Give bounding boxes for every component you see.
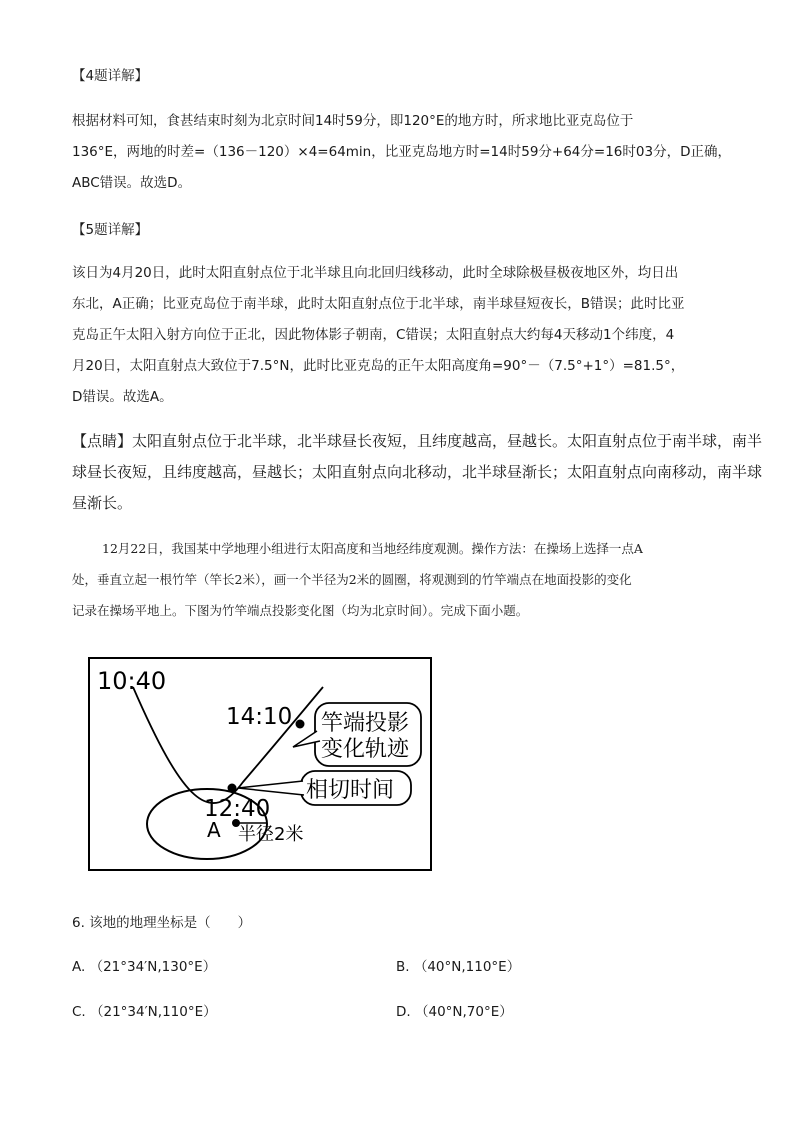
q5-line: 月20日，太阳直射点大致位于7.5°N，此时比亚克岛的正午太阳高度角=90°－（7.5°+1°）=81.5°， <box>72 358 685 374</box>
q4-line: ABC错误。故选D。 <box>72 175 192 191</box>
option-c[interactable]: C. （21°34′N,110°E） <box>72 1004 217 1020</box>
q5-explanation <box>72 258 685 413</box>
intro-line: 12月22日，我国某中学地理小组进行太阳高度和当地经纬度观测。操作方法：在操场上选择一点A <box>102 541 643 556</box>
q5-line: 该日为4月20日，此时太阳直射点位于北半球且向北回归线移动，此时全球除极昼极夜地区外，均日出 <box>72 265 679 281</box>
intro-line: 处，垂直立起一根竹竿（竿长2米），画一个半径为2米的圆圈，将观测到的竹竿端点在地面投影的变化 <box>72 572 632 587</box>
point-1410 <box>296 720 305 729</box>
tangent-point <box>228 784 237 793</box>
q5-line: 东北，A正确；比亚克岛位于南半球，此时太阳直射点位于北半球，南半球昼短夜长，B错误；此时比亚 <box>72 296 685 312</box>
tip-line: 球昼长夜短，且纬度越高，昼越长；太阳直射点向北移动，北半球昼渐长；太阳直射点向南移动，南半球 <box>72 463 763 481</box>
tip-line: 昼渐长。 <box>72 494 133 512</box>
q4-line: 136°E，两地的时差=（136－120）×4=64min，比亚克岛地方时=14时59分+64分=16时03分，D正确， <box>72 144 731 160</box>
q4-heading: 【4题详解】 <box>72 68 149 84</box>
label-time-end: 14:10 <box>226 704 293 730</box>
material-intro <box>72 533 643 626</box>
callout-tangent-text: 相切时间 <box>306 778 395 803</box>
label-time-tangent: 12:40 <box>204 796 271 822</box>
option-b[interactable]: B. （40°N,110°E） <box>396 959 521 975</box>
question-6-stem: 6. 该地的地理坐标是（ ） <box>72 915 252 931</box>
tip-line: 【点睛】太阳直射点位于北半球，北半球昼长夜短，且纬度越高，昼越长。太阳直射点位于南半球，南半 <box>72 432 763 450</box>
q5-line: D错误。故选A。 <box>72 389 173 405</box>
shadow-track-figure <box>88 657 433 873</box>
q5-heading: 【5题详解】 <box>72 222 149 238</box>
callout-track-text-2: 变化轨迹 <box>321 737 410 762</box>
q5-line: 克岛正午太阳入射方向位于正北，因此物体影子朝南，C错误；太阳直射点大约每4天移动1个纬度，4 <box>72 327 675 343</box>
option-d[interactable]: D. （40°N,70°E） <box>396 1004 513 1020</box>
option-a[interactable]: A. （21°34′N,130°E） <box>72 959 217 975</box>
intro-line: 记录在操场平地上。下图为竹竿端点投影变化图（均为北京时间）。完成下面小题。 <box>72 603 529 618</box>
label-time-start: 10:40 <box>97 667 167 695</box>
tip-paragraph <box>72 426 762 519</box>
callout-track-text-1: 竿端投影 <box>321 711 410 736</box>
label-point-a: A <box>207 818 221 842</box>
label-radius: 半径2米 <box>238 824 304 845</box>
q4-explanation <box>72 106 731 199</box>
q4-line: 根据材料可知，食甚结束时刻为北京时间14时59分，即120°E的地方时，所求地比亚克岛位于 <box>72 113 634 129</box>
